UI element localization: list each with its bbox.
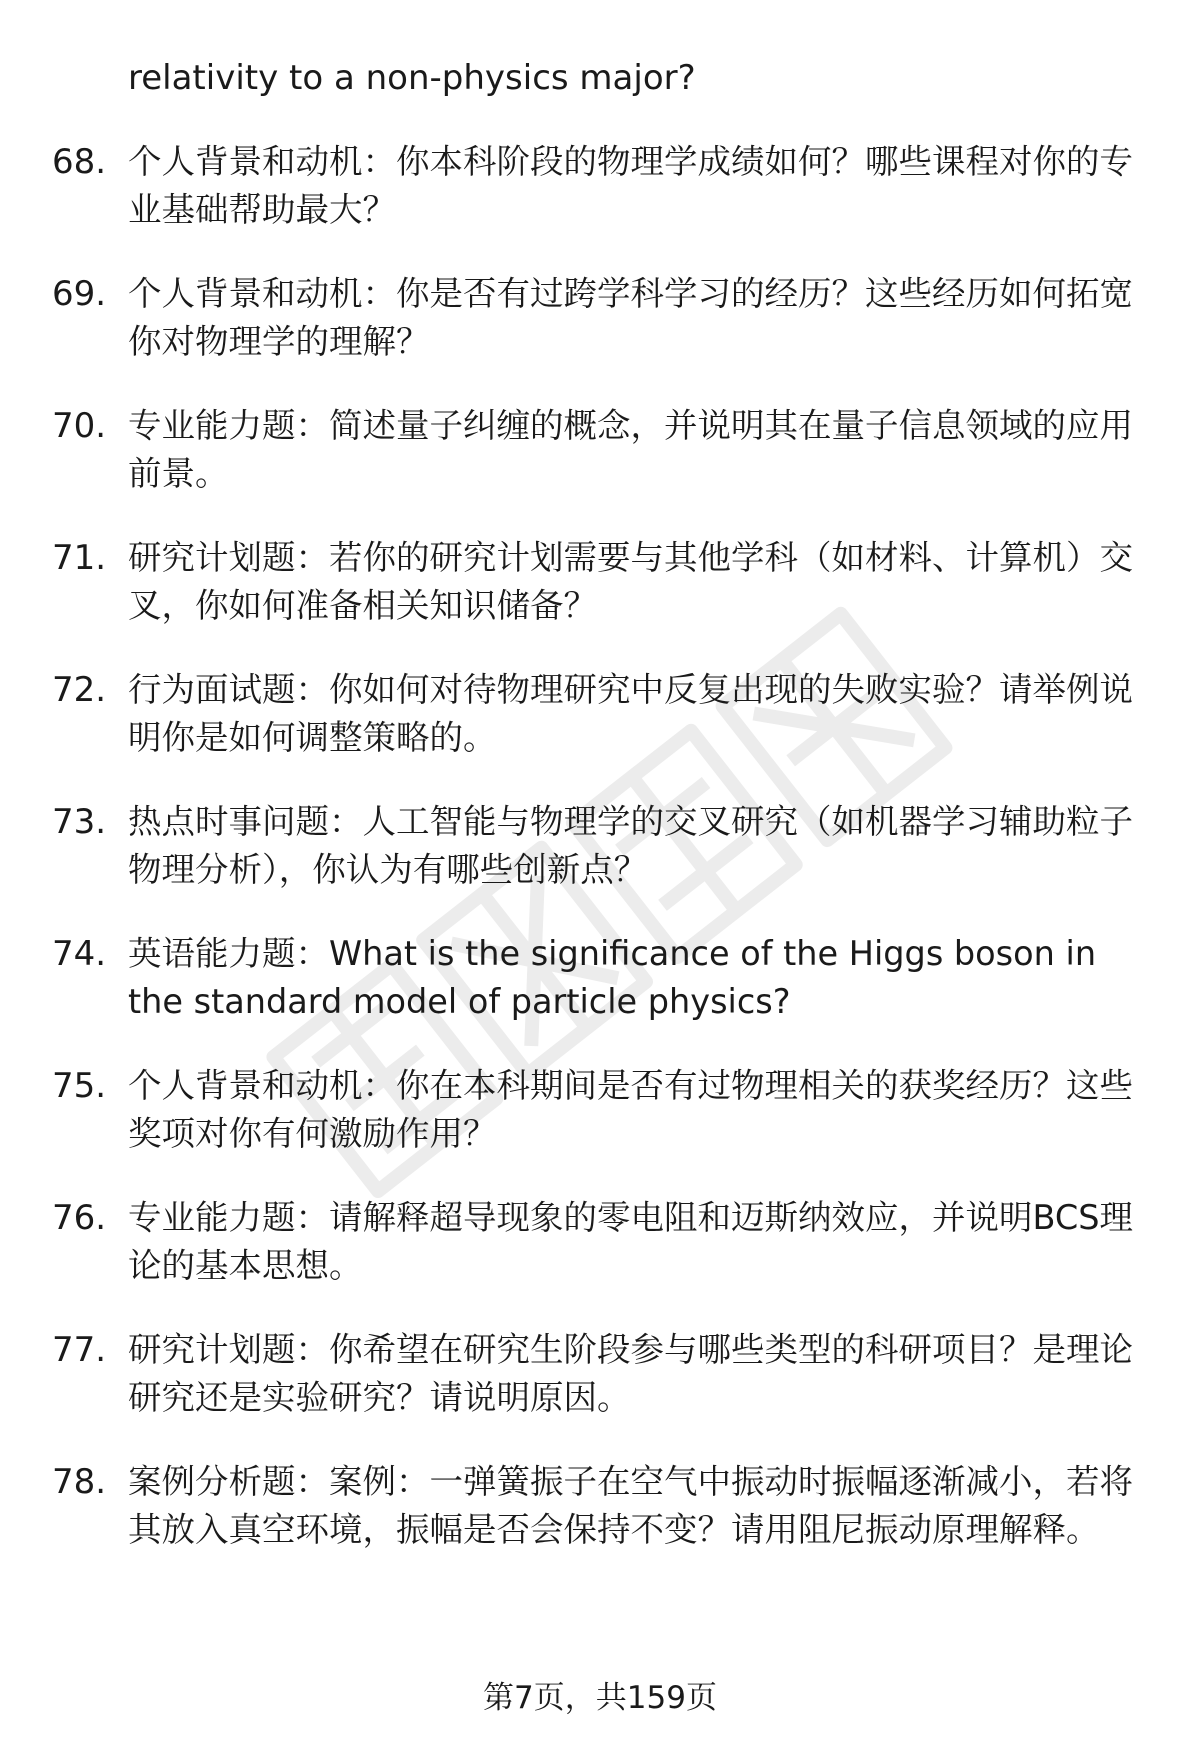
question-number: 74. (52, 934, 107, 974)
question-text: 研究计划题：你希望在研究生阶段参与哪些类型的科研项目？是理论研究还是实验研究？请说明原因。 (128, 1330, 1133, 1417)
question-item (0, 798, 1200, 894)
question-item (0, 402, 1200, 498)
question-text: 专业能力题：简述量子纠缠的概念，并说明其在量子信息领域的应用前景。 (128, 406, 1133, 493)
question-item (0, 270, 1200, 366)
question-text: 个人背景和动机：你本科阶段的物理学成绩如何？哪些课程对你的专业基础帮助最大？ (128, 142, 1133, 229)
question-item (0, 1326, 1200, 1422)
question-text: 热点时事问题：人工智能与物理学的交叉研究（如机器学习辅助粒子物理分析），你认为有哪些创新点？ (128, 802, 1133, 889)
question-text: 个人背景和动机：你在本科期间是否有过物理相关的获奖经历？这些奖项对你有何激励作用？ (128, 1066, 1133, 1153)
question-item (0, 1062, 1200, 1158)
question-number: 68. (52, 142, 107, 182)
question-number: 78. (52, 1462, 107, 1502)
question-list (0, 138, 1200, 1554)
question-text: 专业能力题：请解释超导现象的零电阻和迈斯纳效应，并说明BCS理论的基本思想。 (128, 1198, 1134, 1285)
question-number: 75. (52, 1066, 107, 1106)
question-text: 研究计划题：若你的研究计划需要与其他学科（如材料、计算机）交叉，你如何准备相关知识储备？ (128, 538, 1133, 625)
page-number-footer: 第7页，共159页 (483, 1680, 717, 1716)
question-number: 70. (52, 406, 107, 446)
question-item (0, 930, 1200, 1026)
question-item (0, 666, 1200, 762)
question-number: 69. (52, 274, 107, 314)
question-text: 个人背景和动机：你是否有过跨学科学习的经历？这些经历如何拓宽你对物理学的理解？ (128, 274, 1133, 361)
question-number: 73. (52, 802, 107, 842)
question-item (0, 1458, 1200, 1554)
continued-question-text: relativity to a non-physics major? (128, 58, 696, 98)
question-item (0, 534, 1200, 630)
question-number: 71. (52, 538, 107, 578)
question-text: 行为面试题：你如何对待物理研究中反复出现的失败实验？请举例说明你是如何调整策略的。 (128, 670, 1133, 757)
question-number: 76. (52, 1198, 107, 1238)
question-text: 案例分析题：案例：一弹簧振子在空气中振动时振幅逐渐减小，若将其放入真空环境，振幅是否会保持不变？请用阻尼振动原理解释。 (128, 1462, 1133, 1549)
question-item (0, 1194, 1200, 1290)
question-number: 72. (52, 670, 107, 710)
question-content (0, 54, 1200, 1590)
question-item (0, 138, 1200, 234)
question-number: 77. (52, 1330, 107, 1370)
question-text: 英语能力题：What is the significance of the Higgs boson in the standard model of particle physics? (128, 934, 1097, 1021)
